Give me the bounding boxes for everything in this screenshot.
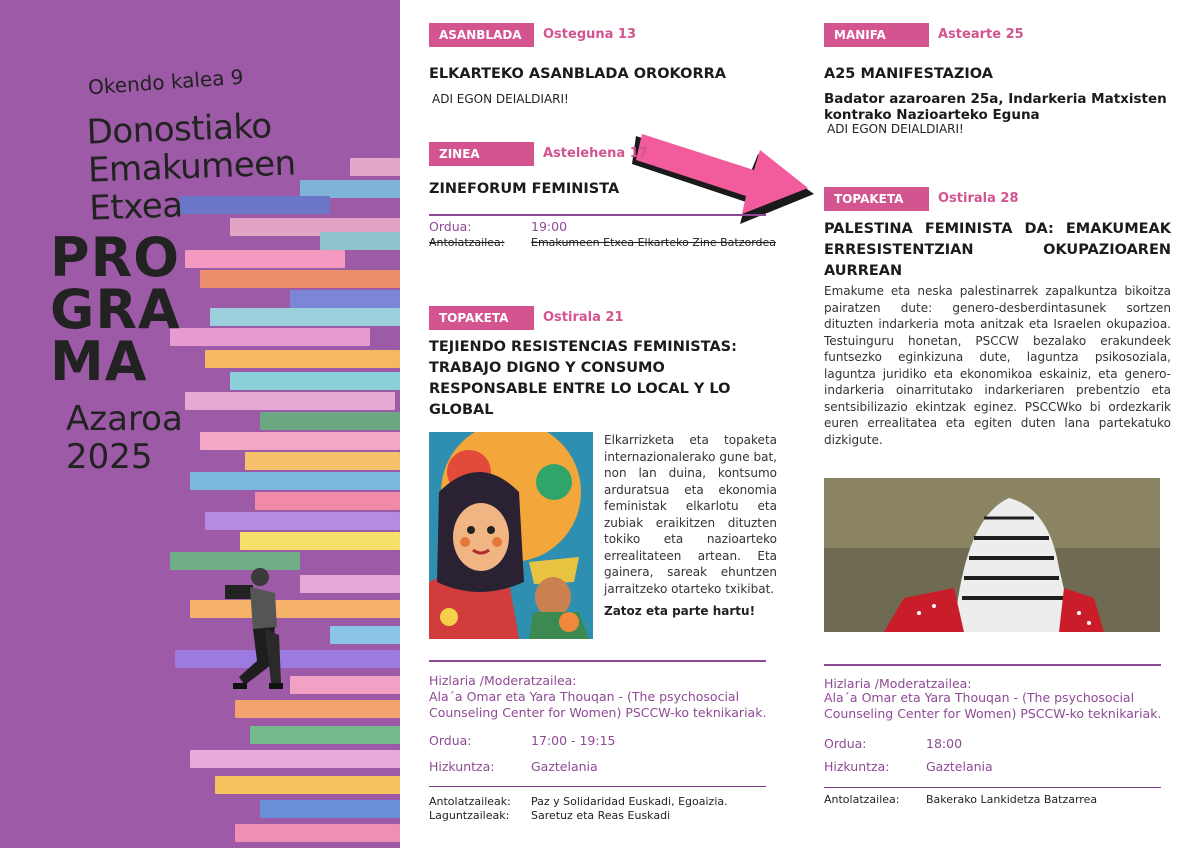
organizer-label: Antolatzailea: (824, 793, 900, 806)
event-title: ZINEFORUM FEMINISTA (429, 181, 620, 197)
arrow-icon (630, 118, 820, 228)
event-title: TEJIENDO RESISTENCIAS FEMINISTAS: TRABAJO DIGNO Y CONSUMO RESPONSABLE ENTRE LO LOCAL Y LO GLOBAL (429, 339, 737, 418)
language-label: Hizkuntza: (429, 759, 495, 774)
time-value: 19:00 (531, 219, 568, 234)
cover-prog-line: MA (50, 330, 148, 393)
event-illustration (429, 432, 593, 639)
language-value: Gaztelania (531, 759, 598, 774)
cover-prog-line: GRA (50, 278, 181, 341)
event-header (429, 142, 769, 166)
event-cta: Zatoz eta parte hartu! (604, 604, 756, 618)
speaker-label: Hizlaria /Moderatzailea: (429, 673, 577, 688)
divider (824, 787, 1161, 788)
category-tag: ASANBLADA (429, 23, 534, 47)
language-label: Hizkuntza: (824, 759, 890, 774)
event-description: Elkarrizketa eta topaketa internazionalerako gune bat, non lan duina, kontsumo arduratsua eta ekonomia feministak elkarlotu eta zubiak eraikitzen dituzten tokiko eta nazioarteko errealitateen artean. Eta gainera, sareak ehuntzen jarraitzeko otarteko txikibat. (604, 433, 777, 596)
event-header (429, 306, 769, 330)
cover-prog-line: PRO (50, 226, 181, 289)
event-title: ELKARTEKO ASANBLADA OROKORRA (429, 66, 726, 82)
event-description: Emakume eta neska palestinarrek zapalkuntza bikoitza pairatzen dute: genero-desberdintasunek sortzen dituzten indarkeria mota anitzak eta Israelen okupazioa. Testuinguru honetan, PSCCW bezalako erakundeek funtsezko eginkizuna dute, laguntza psikosoziala, laguntza juridiko eta ekonomikoa eskainiz, eta genero-indarkeria oinarritutako indarkeriaren prebentzio eta sentsibilizazio ekintzak eginez. PSCCWko bi ordezkarik euren errealitatea eta egiten duten lana partekatuko dizkigute. (824, 284, 1171, 447)
event-note: ADI EGON DEIALDIARI! (827, 122, 964, 136)
cover-year: 2025 (66, 437, 153, 477)
cover-org-line: Donostiako (86, 106, 273, 153)
time-label: Ordua: (429, 219, 472, 234)
time-value: 17:00 - 19:15 (531, 733, 616, 748)
speaker-names: Ala´a Omar eta Yara Thouqan - (The psychosocial Counseling Center for Women) PSCCW-ko teknikariak. (824, 690, 1162, 721)
organizers-value: Paz y Solidaridad Euskadi, Egoaizia. (531, 795, 728, 808)
language-value: Gaztelania (926, 759, 993, 774)
divider (429, 660, 766, 662)
event-date: Ostirala 28 (938, 191, 1019, 206)
cover-month: Azaroa (66, 399, 183, 439)
event-title: A25 MANIFESTAZIOA (824, 66, 993, 82)
category-tag: MANIFA (824, 23, 929, 47)
event-header (429, 23, 769, 47)
time-label: Ordua: (824, 736, 867, 751)
event-subtitle: Badator azaroaren 25a, Indarkeria Matxisten kontrako Nazioarteko Eguna (824, 91, 1167, 123)
divider (824, 664, 1161, 666)
time-value: 18:00 (926, 736, 963, 751)
category-tag: ZINEA (429, 142, 534, 166)
organizer-value: Emakumeen Etxea Elkarteko Zine Batzordea (531, 236, 777, 249)
cover-org-line: Emakumeen (87, 143, 297, 191)
organizer-label: Antolatzailea: (429, 236, 505, 249)
speaker-names: Ala´a Omar eta Yara Thouqan - (The psychosocial Counseling Center for Women) PSCCW-ko teknikariak. (429, 689, 767, 720)
time-label: Ordua: (429, 733, 472, 748)
event-date: Astelehena 17 (543, 146, 648, 161)
supporters-label: Laguntzaileak: (429, 809, 510, 822)
event-header (824, 23, 1171, 47)
cover-org-line: Etxea (88, 185, 184, 229)
event-date: Osteguna 13 (543, 27, 637, 42)
organizer-value: Bakerako Lankidetza Batzarrea (926, 793, 1098, 806)
speaker-label: Hizlaria /Moderatzailea: (824, 676, 972, 691)
divider (429, 786, 766, 787)
cover-address: Okendo kalea 9 (87, 64, 245, 100)
event-date: Ostirala 21 (543, 310, 624, 325)
event-title: PALESTINA FEMINISTA DA: EMAKUMEAK ERRESISTENTZIAN OKUPAZIOAREN AURREAN (824, 221, 1171, 279)
cover-organization (86, 106, 297, 227)
event-header (824, 187, 1171, 211)
supporters-value: Saretuz eta Reas Euskadi (531, 809, 671, 822)
cover-programa-title (50, 226, 181, 393)
cover-date (66, 400, 183, 476)
event-date: Astearte 25 (938, 27, 1024, 42)
category-tag: TOPAKETA (429, 306, 534, 330)
event-photo (824, 478, 1160, 632)
category-tag: TOPAKETA (824, 187, 929, 211)
divider (429, 214, 766, 216)
event-note: ADI EGON DEIALDIARI! (432, 92, 569, 106)
photographer-figure (205, 565, 305, 700)
organizers-label: Antolatzaileak: (429, 795, 511, 808)
cover-panel (0, 0, 400, 848)
